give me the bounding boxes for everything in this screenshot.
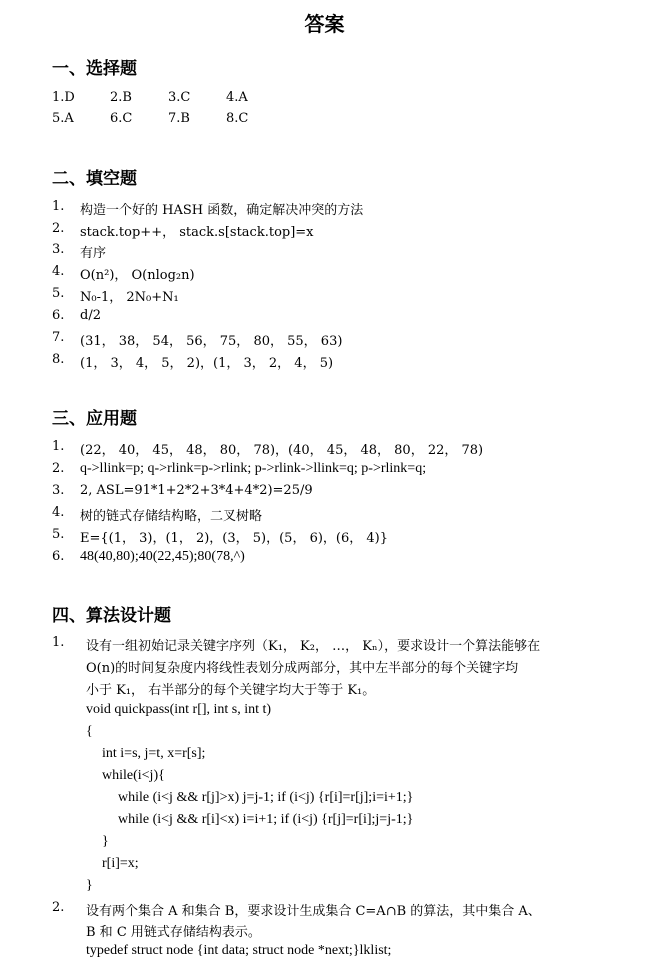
apply-answer: (22， 40， 45， 48， 80， 78)，(40， 45， 48， 80， 22， 78) <box>80 443 484 458</box>
section-heading-algorithm: 四、算法设计题 <box>52 606 171 626</box>
fill-answer: N₀-1， 2N₀+N₁ <box>80 290 179 305</box>
choice-answer: 1.D <box>52 90 75 105</box>
section-heading-fill: 二、填空题 <box>52 169 137 189</box>
code-line: { <box>86 724 93 739</box>
choice-answer: 7.B <box>168 111 190 126</box>
choice-answer: 2.B <box>110 90 132 105</box>
code-line: } <box>86 878 93 893</box>
question-text: B 和 C 用链式存储结构表示。 <box>86 925 261 940</box>
list-number: 1. <box>52 635 65 650</box>
question-text: 设有两个集合 A 和集合 B，要求设计生成集合 C=A∩B 的算法，其中集合 A、 <box>86 904 541 919</box>
choice-answer: 4.A <box>226 90 248 105</box>
code-line: while (i<j && r[i]<x) i=i+1; if (i<j) {r[j]=r[i];j=j-1;} <box>118 812 414 827</box>
fill-answer: (1， 3， 4， 5， 2)，(1， 3， 2， 4， 5) <box>80 356 334 371</box>
list-number: 2. <box>52 461 65 476</box>
code-line: void quickpass(int r[], int s, int t) <box>86 702 272 717</box>
question-text: 设有一组初始记录关键字序列（K₁， K₂， …， Kₙ），要求设计一个算法能够在 <box>86 639 541 654</box>
question-text: O(n)的时间复杂度内将线性表划分成两部分，其中左半部分的每个关键字均 <box>86 661 519 676</box>
fill-answer: O(n²)， O(nlog₂n) <box>80 268 195 283</box>
code-line: r[i]=x; <box>102 856 139 871</box>
list-number: 1. <box>52 439 65 454</box>
section-heading-apply: 三、应用题 <box>52 409 137 429</box>
apply-answer: 2, ASL=91*1+2*2+3*4+4*2)=25/9 <box>80 483 313 498</box>
list-number: 3. <box>52 242 65 257</box>
code-line: } <box>102 834 109 849</box>
list-number: 2. <box>52 221 65 236</box>
section-heading-choice: 一、选择题 <box>52 59 137 79</box>
code-line: while (i<j && r[j]>x) j=j-1; if (i<j) {r[i]=r[j];i=i+1;} <box>118 790 414 805</box>
fill-answer: (31， 38， 54， 56， 75， 80， 55， 63) <box>80 334 343 349</box>
choice-answer: 6.C <box>110 111 133 126</box>
list-number: 5. <box>52 527 65 542</box>
code-line: int i=s, j=t, x=r[s]; <box>102 746 206 761</box>
question-text: 小于 K₁， 右半部分的每个关键字均大于等于 K₁。 <box>86 683 376 698</box>
list-number: 4. <box>52 505 65 520</box>
fill-answer: d/2 <box>80 308 101 323</box>
choice-answer: 5.A <box>52 111 74 126</box>
code-line: typedef struct node {int data; struct node *next;}lklist; <box>86 943 392 958</box>
list-number: 2. <box>52 900 65 915</box>
apply-answer: 树的链式存储结构略，二叉树略 <box>80 509 263 524</box>
choice-row-1 <box>52 90 284 105</box>
code-line: while(i<j){ <box>102 768 165 783</box>
apply-answer: 48(40,80);40(22,45);80(78,^) <box>80 549 245 564</box>
fill-answer: 有序 <box>80 246 107 261</box>
fill-answer: 构造一个好的 HASH 函数，确定解决冲突的方法 <box>80 203 364 218</box>
list-number: 1. <box>52 199 65 214</box>
list-number: 6. <box>52 549 65 564</box>
choice-answer: 3.C <box>168 90 191 105</box>
list-number: 4. <box>52 264 65 279</box>
apply-answer: q->llink=p; q->rlink=p->rlink; p->rlink->llink=q; p->rlink=q; <box>80 461 427 476</box>
fill-answer: stack.top++， stack.s[stack.top]=x <box>80 225 314 240</box>
choice-row-2 <box>52 111 284 126</box>
apply-answer: E={(1， 3)，(1， 2)，(3， 5)，(5， 6)，(6， 4)} <box>80 531 389 546</box>
list-number: 5. <box>52 286 65 301</box>
choice-answer: 8.C <box>226 111 249 126</box>
list-number: 3. <box>52 483 65 498</box>
list-number: 7. <box>52 330 65 345</box>
page-title: 答案 <box>304 12 345 36</box>
list-number: 6. <box>52 308 65 323</box>
list-number: 8. <box>52 352 65 367</box>
